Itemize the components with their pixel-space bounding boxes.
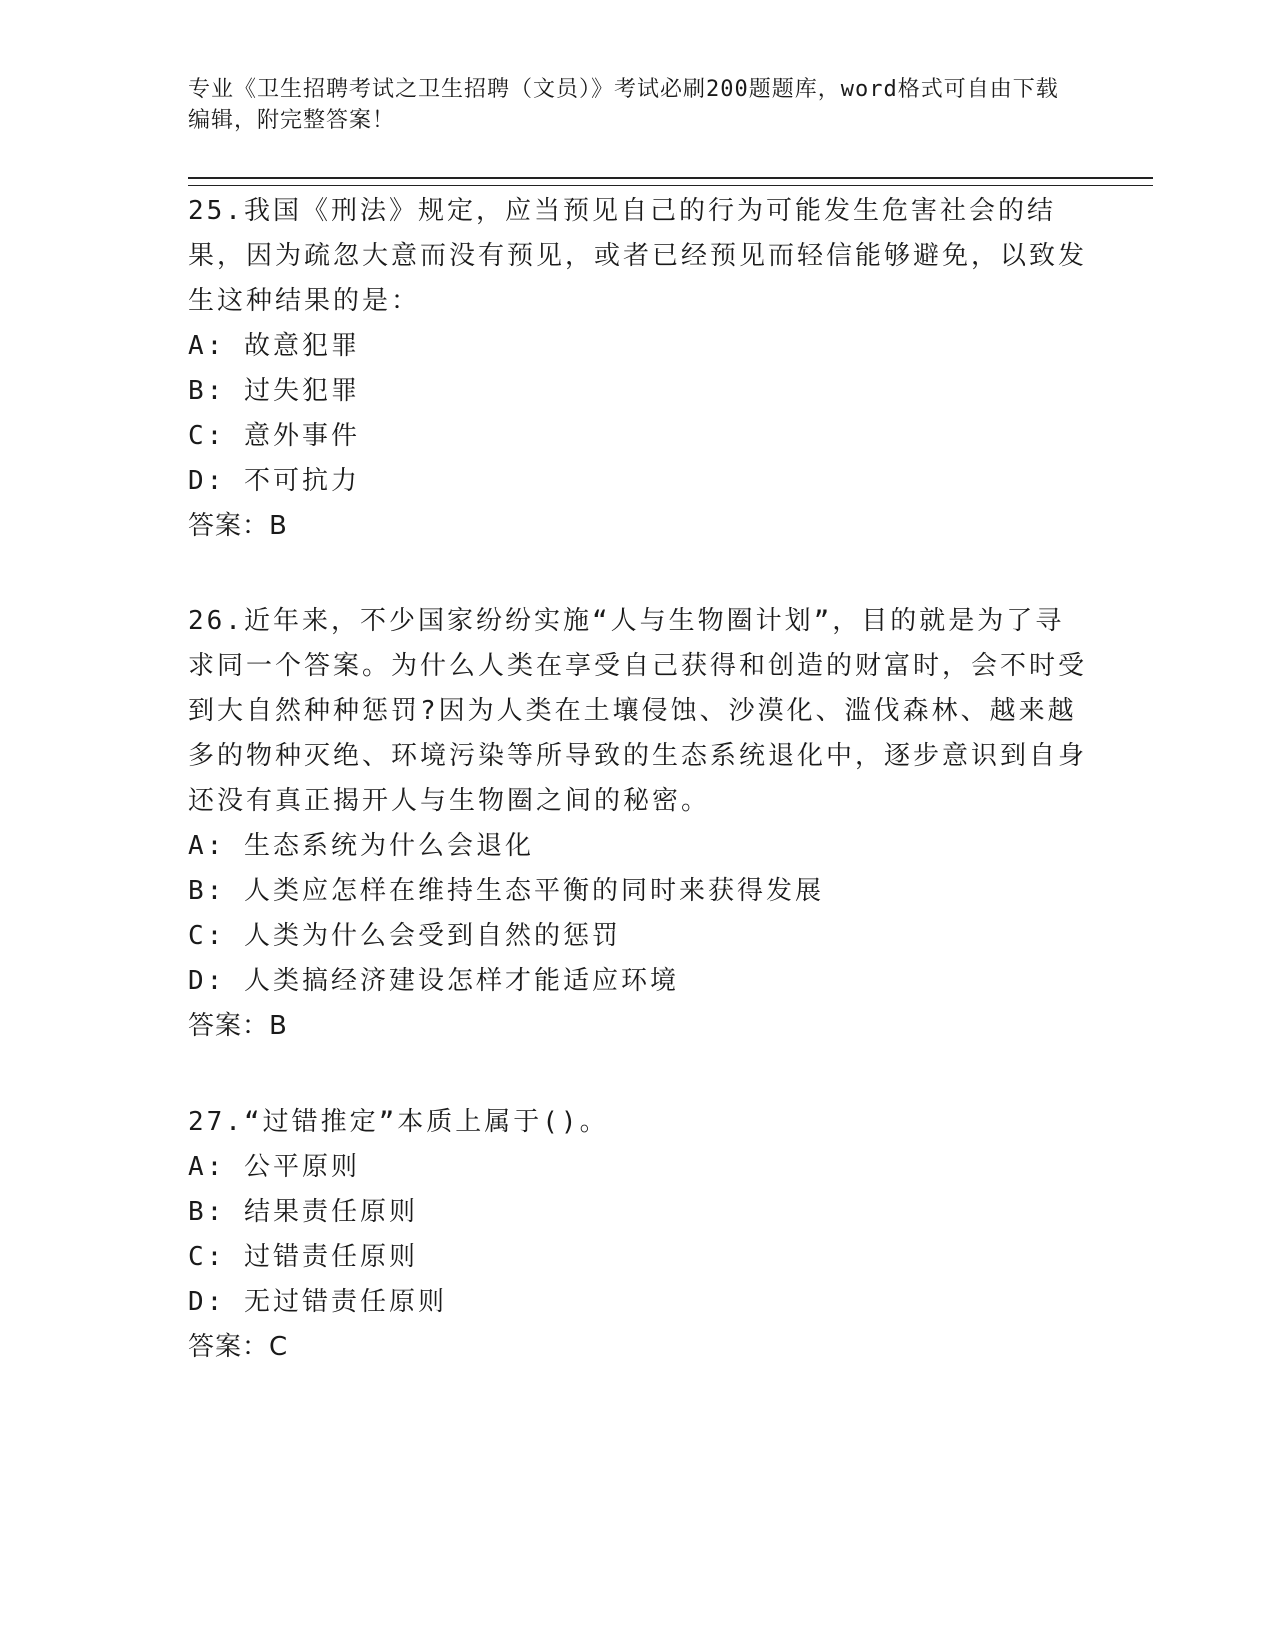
option-a: A: 公平原则	[188, 1152, 360, 1182]
option-b: B: 人类应怎样在维持生态平衡的同时来获得发展	[188, 876, 824, 906]
question-stem: 27.“过错推定”本质上属于()。	[188, 1107, 609, 1137]
question-stem: 26.近年来，不少国家纷纷实施“人与生物圈计划”，目的就是为了寻求同一个答案。为什么人类在享受自己获得和创造的财富时，会不时受到大自然种种惩罚?因为人类在土壤侵蚀、沙漠化、滥伐森林、越来越多的物种灭绝、环境污染等所导致的生态系统退化中，逐步意识到自身还没有真正揭开人与生物圈之间的秘密。	[188, 606, 1088, 816]
question-27	[188, 1100, 1088, 1370]
option-b: B: 结果责任原则	[188, 1197, 418, 1227]
option-a: A: 故意犯罪	[188, 331, 360, 361]
document-header: 专业《卫生招聘考试之卫生招聘（文员）》考试必刷200题题库，word格式可自由下载编辑，附完整答案！	[188, 77, 1059, 133]
question-26	[188, 599, 1088, 1049]
answer-line: 答案：B	[188, 1011, 288, 1041]
option-c: C: 过错责任原则	[188, 1242, 418, 1272]
header-divider	[188, 177, 1153, 186]
option-c: C: 人类为什么会受到自然的惩罚	[188, 921, 621, 951]
option-d: D: 无过错责任原则	[188, 1287, 447, 1317]
question-stem: 25.我国《刑法》规定，应当预见自己的行为可能发生危害社会的结果，因为疏忽大意而没有预见，或者已经预见而轻信能够避免，以致发生这种结果的是：	[188, 196, 1088, 316]
option-b: B: 过失犯罪	[188, 376, 360, 406]
answer-line: 答案：B	[188, 511, 288, 541]
question-25	[188, 189, 1088, 549]
option-d: D: 不可抗力	[188, 466, 360, 496]
answer-line: 答案：C	[188, 1332, 289, 1362]
option-c: C: 意外事件	[188, 421, 360, 451]
option-d: D: 人类搞经济建设怎样才能适应环境	[188, 966, 679, 996]
option-a: A: 生态系统为什么会退化	[188, 831, 534, 861]
